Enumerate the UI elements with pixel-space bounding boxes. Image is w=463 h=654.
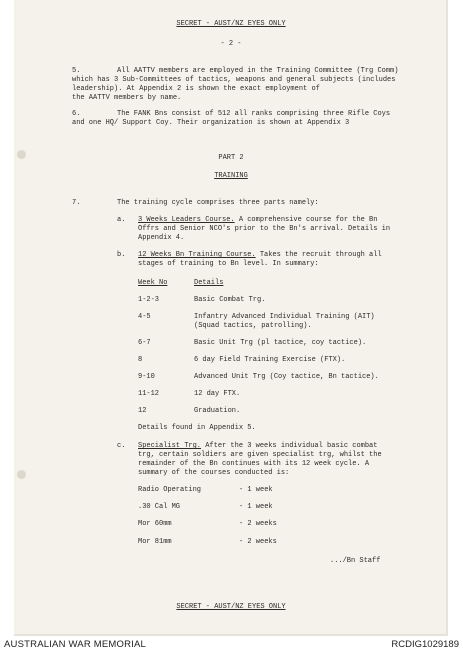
para-6-number: 6. [72,110,81,118]
details-cell: Basic Unit Trg (pl tactice, coy tactice). [194,339,367,347]
col-header-details: Details [194,279,224,287]
part-title: PART 2 [218,154,244,162]
archive-footer [0,636,463,654]
item-b-letter: b. [117,251,126,259]
item-a-letter: a. [117,216,126,224]
item-a-line3: Appendix 4. [138,234,185,242]
header-classification: SECRET - AUST/NZ EYES ONLY [176,20,286,28]
item-c-title: Specialist Trg. [138,442,202,450]
continuation-note: .../Bn Staff [330,557,381,565]
course-duration: - 1 week [239,486,273,494]
item-a-text: A comprehensive course for the Bn [234,216,378,224]
item-a-title: 3 Weeks Leaders Course. [138,216,235,224]
course-duration: - 2 weeks [239,538,277,546]
document-page [14,0,448,636]
details-cell: Graduation. [194,407,241,415]
week-cell: 9-10 [138,373,155,381]
details-found: Details found in Appendix 5. [138,424,256,432]
archive-name: AUSTRALIAN WAR MEMORIAL [4,639,147,650]
punch-hole [17,470,26,479]
para-5-number: 5. [72,67,81,75]
item-b-text: Takes the recruit through all [255,251,382,259]
course-name: Radio Operating [138,486,202,494]
item-c-line3: remainder of the Bn continues with its 12 week cycle. A [138,460,370,468]
details-cell: Basic Combat Trg. [194,296,266,304]
para-5-line: which has 3 Sub-Committees of tactics, weapons and general subjects (includes [72,76,396,84]
item-c-line2: trg, certain soldiers are given specialist trg, whilst the [138,451,382,459]
item-a-line2: Offrs and Senior NCO's prior to the Bn's arrival. Details in [138,225,391,233]
week-cell: 11-12 [138,390,160,398]
para-6-line: and one HQ/ Support Coy. Their organization is shown at Appendix 3 [72,119,350,127]
course-duration: - 2 weeks [239,520,277,528]
item-b-title: 12 Weeks Bn Training Course. [138,251,256,259]
course-duration: - 1 week [239,503,273,511]
details-cell: (Squad tactics, patrolling). [194,322,312,330]
details-cell: 12 day FTX. [194,390,241,398]
part-subtitle: TRAINING [214,172,248,180]
details-cell: 6 day Field Training Exercise (FTX). [194,356,346,364]
para-5-line: leadership). At Appendix 2 is shown the exact employment of [72,85,320,93]
para-7-intro: The training cycle comprises three parts namely: [117,199,319,207]
item-c-line4: summary of the courses conducted is: [138,469,290,477]
details-cell: Infantry Advanced Individual Training (AIT) [194,313,375,321]
item-b-line2: stages of training to Bn level. In summary: [138,260,319,268]
col-header-week: Week No [138,279,168,287]
week-cell: 12 [138,407,147,415]
archive-reference: RCDIG1029189 [391,639,459,650]
week-cell: 4-5 [138,313,151,321]
para-7-number: 7. [72,199,81,207]
item-c-text: After the 3 weeks individual basic combat [201,442,378,450]
course-name: Mor 60mm [138,520,172,528]
details-cell: Advanced Unit Trg (Coy tactice, Bn tactice). [194,373,379,381]
course-name: Mor 81mm [138,538,172,546]
footer-classification: SECRET - AUST/NZ EYES ONLY [176,603,286,611]
para-5-line: All AATTV members are employed in the Training Committee (Trg Comm) [117,67,399,75]
item-c-letter: c. [117,442,126,450]
week-cell: 8 [138,356,143,364]
week-cell: 1-2-3 [138,296,160,304]
course-name: .30 Cal MG [138,503,181,511]
week-cell: 6-7 [138,339,151,347]
page-number: - 2 - [220,40,242,48]
para-5-line: the AATTV members by name. [72,94,182,102]
para-6-line: The FANK Bns consist of 512 all ranks comprising three Rifle Coys [117,110,391,118]
